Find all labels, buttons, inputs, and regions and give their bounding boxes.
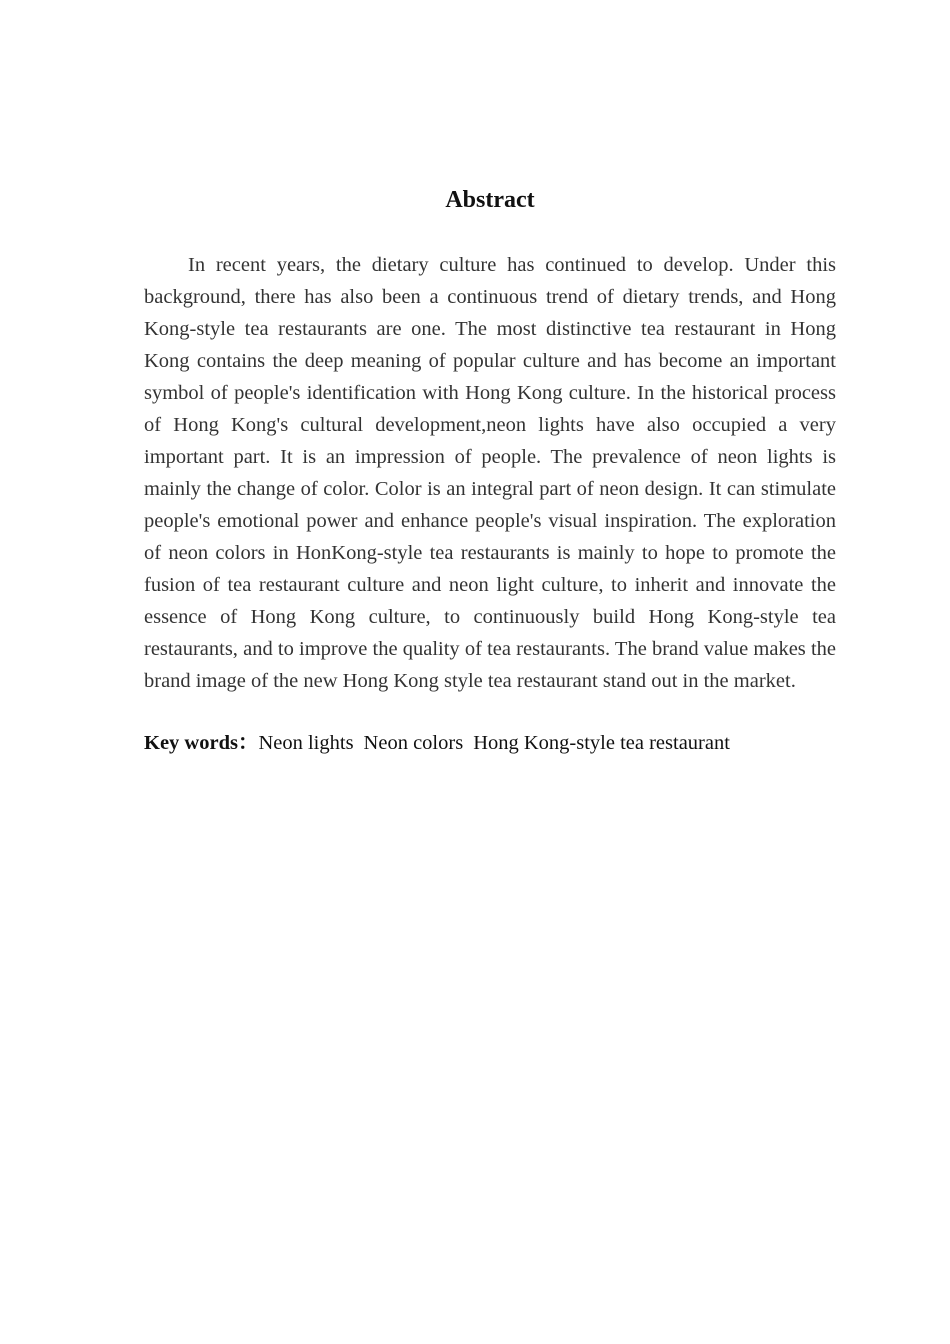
abstract-body: In recent years, the dietary culture has continued to develop. Under this background, there has also been a continuous trend of dietary trends, and Hong Kong-style tea restaurants are one. The most distinctive tea restaurant in Hong Kong contains the deep meaning of popular culture and has become an important symbol of people's identification with Hong Kong culture. In the historical process of Hong Kong's cultural development,neon lights have also occupied a very important part. It is an impression of people. The prevalence of neon lights is mainly the change of color. Color is an integral part of neon design. It can stimulate people's emotional power and enhance people's visual inspiration. The exploration of neon colors in HonKong-style tea restaurants is mainly to hope to promote the fusion of tea restaurant culture and neon light culture, to inherit and innovate the essence of Hong Kong culture, to continuously build Hong Kong-style tea restaurants, and to improve the quality of tea restaurants. The brand value makes the brand image of the new Hong Kong style tea restaurant stand out in the market. [144,254,836,692]
keyword-item: Neon lights [258,732,354,754]
keyword-item: Hong Kong-style tea restaurant [473,732,730,754]
keyword-item: Neon colors [363,732,464,754]
abstract-title: Abstract [445,187,535,213]
keywords-line [144,727,844,759]
keywords-label: Key words： [144,732,259,754]
